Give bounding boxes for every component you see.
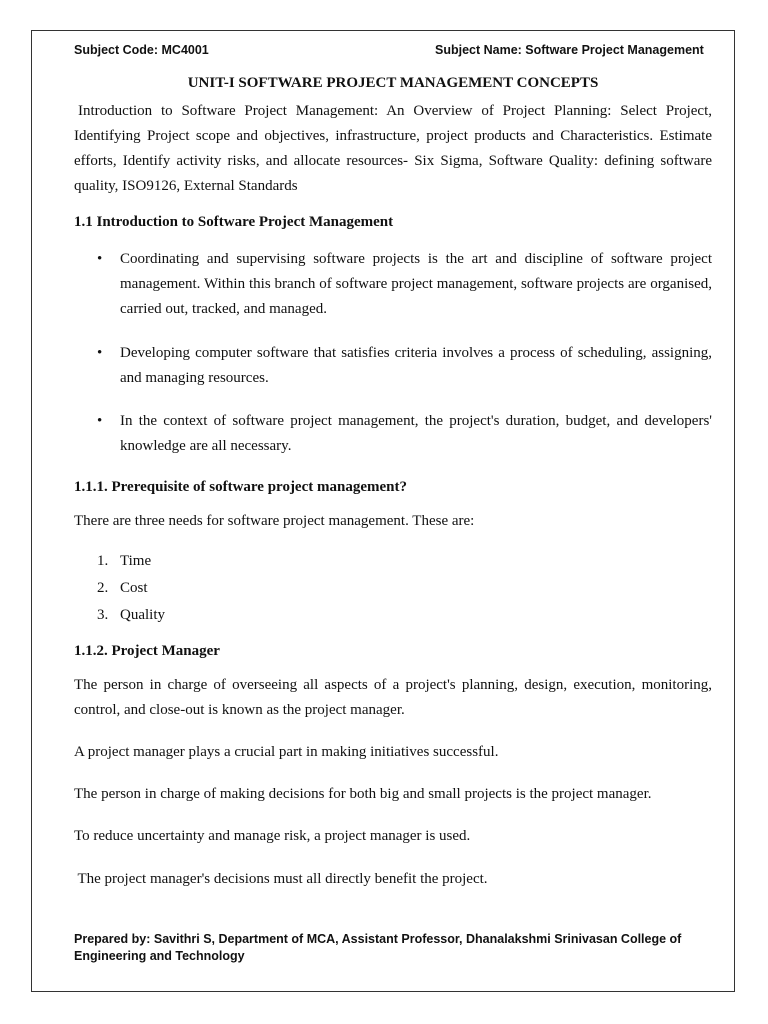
unit-title: UNIT-I SOFTWARE PROJECT MANAGEMENT CONCEPTS (187, 75, 599, 91)
manager-paragraph-3: The person in charge of making decisions for both big and small projects is the project manager. (74, 786, 652, 802)
manager-paragraph-1: The person in charge of overseeing all aspects of a project's planning, design, execution, monitoring, control, and close-out is known as the project manager. (74, 677, 712, 718)
manager-paragraph-4: To reduce uncertainty and manage risk, a project manager is used. (74, 828, 471, 844)
subject-name: Subject Name: Software Project Management (435, 43, 704, 57)
manager-paragraph-5: The project manager's decisions must all directly benefit the project. (74, 871, 488, 887)
bullet-icon: • (97, 251, 103, 267)
bullet-text: Developing computer software that satisfies criteria involves a process of scheduling, assigning, and managing resources. (120, 345, 712, 386)
section-heading-1-1-2: 1.1.2. Project Manager (74, 643, 220, 659)
section-heading-1-1: 1.1 Introduction to Software Project Management (74, 214, 394, 230)
needs-lead: There are three needs for software project management. These are: (74, 513, 475, 529)
list-text: Time (120, 553, 152, 569)
subject-code: Subject Code: MC4001 (74, 43, 209, 57)
bullet-icon: • (97, 413, 103, 429)
bullet-text: In the context of software project management, the project's duration, budget, and developers' knowledge are all necessary. (120, 413, 712, 454)
list-number: 2. (97, 580, 109, 596)
list-number: 3. (97, 607, 109, 623)
section-heading-1-1-1: 1.1.1. Prerequisite of software project management? (74, 479, 407, 495)
list-text: Quality (120, 607, 165, 623)
list-number: 1. (97, 553, 109, 569)
bullet-text: Coordinating and supervising software projects is the art and discipline of software project management. Within this branch of software project management, software projects are organised, carried out, tracked, and managed. (120, 251, 712, 317)
manager-paragraph-2: A project manager plays a crucial part in making initiatives successful. (74, 744, 499, 760)
list-text: Cost (120, 580, 148, 596)
bullet-icon: • (97, 345, 103, 361)
prepared-by-footer: Prepared by: Savithri S, Department of MCA, Assistant Professor, Dhanalakshmi Srinivasan College of Engineering and Technology (74, 932, 682, 963)
intro-paragraph: Introduction to Software Project Management: An Overview of Project Planning: Select Project, Identifying Project scope and objectives, infrastructure, project products and Characteristics. Estimate efforts, Identify activity risks, and allocate resources- Six Sigma, Software Quality: defining software quality, ISO9126, External Standards (74, 103, 712, 194)
